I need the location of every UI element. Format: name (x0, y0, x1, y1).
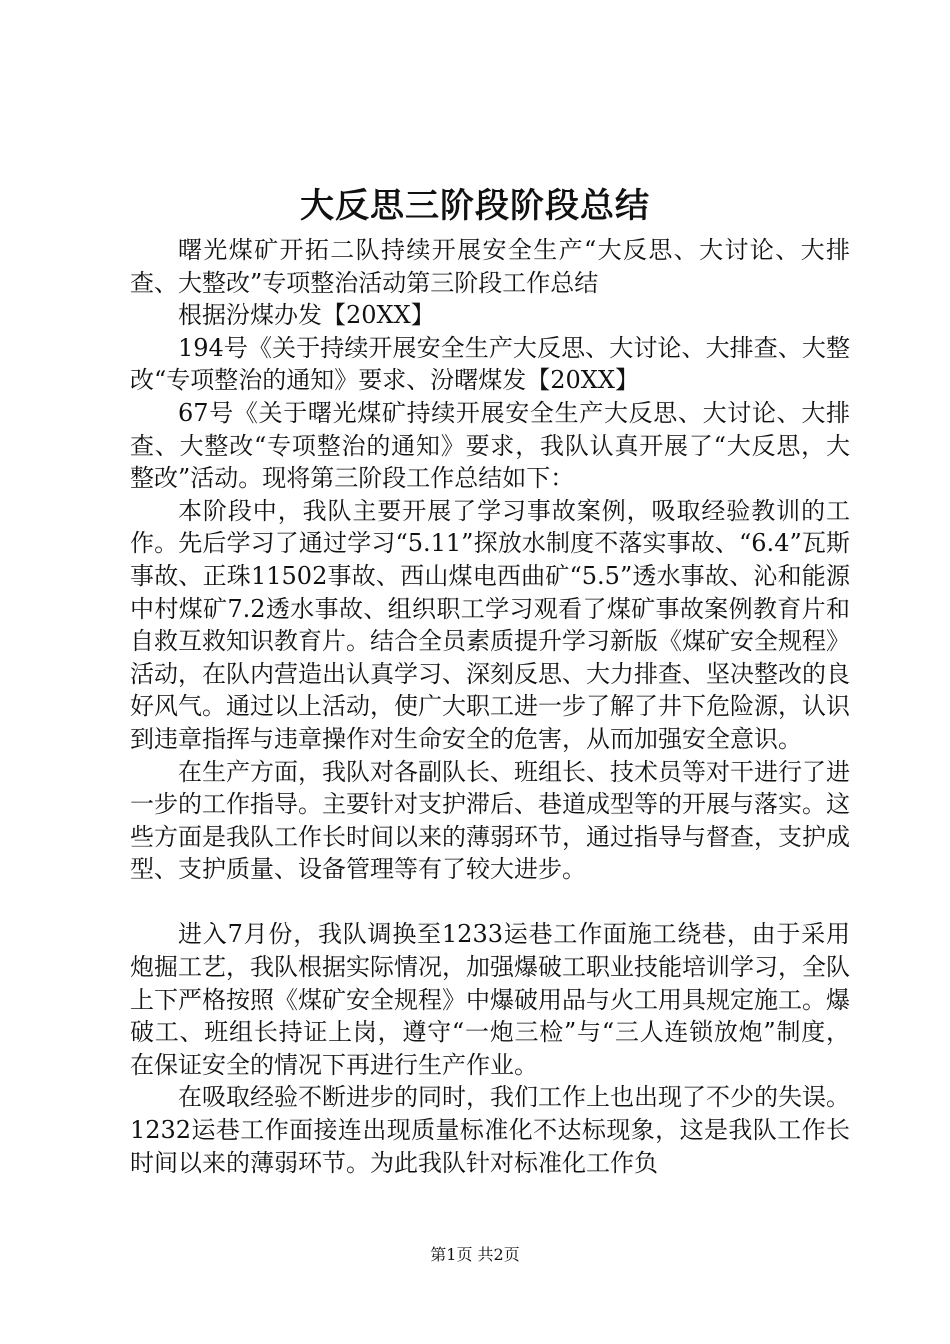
page-number-footer: 第1页 共2页 (430, 1245, 520, 1264)
document-title: 大反思三阶段阶段总结 (300, 186, 650, 226)
paragraph-july: 进入7月份，我队调换至1233运巷工作面施工绕巷，由于采用炮掘工艺，我队根据实际情况，加强爆破工职业技能培训学习，全队上下严格按照《煤矿安全规程》中爆破用品与火工用具规定施工。爆破工、班组长持证上岗，遵守“一炮三检”与“三人连锁放炮”制度，在保证安全的情况下再进行生产作业。 (130, 920, 850, 1079)
paragraph-shortcomings: 在吸取经验不断进步的同时，我们工作上也出现了不少的失误。1232运巷工作面接连出现质量标准化不达标现象，这是我队工作长时间以来的薄弱环节。为此我队针对标准化工作负 (130, 1083, 850, 1177)
paragraph-basis: 根据汾煤办发【20XX】 (178, 301, 435, 330)
paragraph-intro: 曙光煤矿开拓二队持续开展安全生产“大反思、大讨论、大排查、大整改”专项整治活动第三阶段工作总结 (130, 236, 850, 297)
paragraph-notice-67: 67号《关于曙光煤矿持续开展安全生产大反思、大讨论、大排查、大整改“专项整治的通知》要求，我队认真开展了“大反思，大整改”活动。现将第三阶段工作总结如下： (130, 398, 850, 493)
paragraph-case-study: 本阶段中，我队主要开展了学习事故案例，吸取经验教训的工作。先后学习了通过学习“5.11”探放水制度不落实事故、“6.4”瓦斯事故、正珠11502事故、西山煤电西曲矿“5.5”透水事故、沁和能源中村煤矿7.2透水事故、组织职工学习观看了煤矿事故案例教育片和自救互救知识教育片。结合全员素质提升学习新版《煤矿安全规程》活动，在队内营造出认真学习、深刻反思、大力排查、坚决整改的良好风气。通过以上活动，使广大职工进一步了解了井下危险源，认识到违章指挥与违章操作对生命安全的危害，从而加强安全意识。 (130, 496, 850, 753)
paragraph-production: 在生产方面，我队对各副队长、班组长、技术员等对干进行了进一步的工作指导。主要针对支护滞后、巷道成型等的开展与落实。这些方面是我队工作长时间以来的薄弱环节，通过指导与督查，支护成型、支护质量、设备管理等有了较大进步。 (130, 757, 850, 884)
paragraph-notice-194: 194号《关于持续开展安全生产大反思、大讨论、大排查、大整改“专项整治的通知》要求、汾曙煤发【20XX】 (130, 333, 850, 395)
document-body (130, 234, 850, 1179)
